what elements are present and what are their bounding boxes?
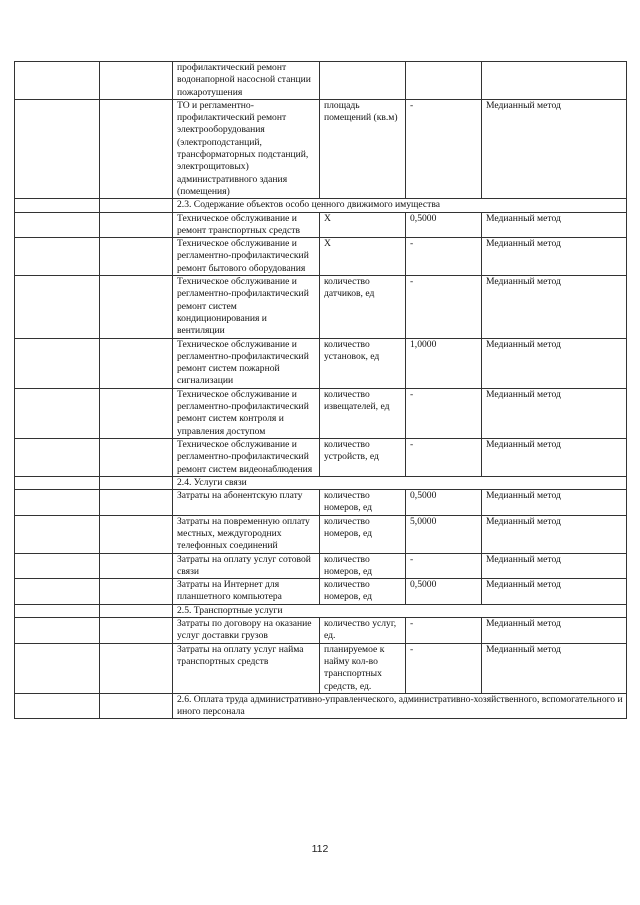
left-column-cell: [100, 476, 173, 489]
table-cell: 5,0000: [406, 515, 482, 553]
table-cell: -: [406, 238, 482, 276]
left-column-cell: [100, 338, 173, 388]
table-cell: количество номеров, ед: [320, 553, 406, 579]
table-cell: -: [406, 276, 482, 338]
left-column-cell: [15, 476, 100, 489]
table-cell: Медианный метод: [482, 238, 627, 276]
table-cell: Медианный метод: [482, 388, 627, 438]
table-cell: количество номеров, ед: [320, 490, 406, 516]
table-cell: Затраты на абонентскую плату: [173, 490, 320, 516]
table-cell: 0,5000: [406, 490, 482, 516]
table-cell: количество услуг, ед.: [320, 618, 406, 644]
table-cell: Техническое обслуживание и ремонт транспортных средств: [173, 212, 320, 238]
table-cell: количество устройств, ед: [320, 438, 406, 476]
table-cell: Медианный метод: [482, 99, 627, 198]
table-cell: количество номеров, ед: [320, 579, 406, 605]
left-column-cell: [15, 618, 100, 644]
table-cell: [320, 62, 406, 100]
table-cell: Затраты на Интернет для планшетного компьютера: [173, 579, 320, 605]
left-column-cell: [100, 199, 173, 212]
table-cell: Медианный метод: [482, 338, 627, 388]
table-cell: -: [406, 643, 482, 693]
table-cell: Медианный метод: [482, 515, 627, 553]
left-column-cell: [100, 515, 173, 553]
page-number: 112: [311, 843, 329, 855]
left-column-cell: [15, 199, 100, 212]
table-cell: планируемое к найму кол-во транспортных средств, ед.: [320, 643, 406, 693]
table-cell: ТО и регламентно-профилактический ремонт электрооборудования (электроподстанций, трансформаторных подстанций, электрощитовых) административного здания (помещения): [173, 99, 320, 198]
table-cell: 0,5000: [406, 212, 482, 238]
left-column-cell: [15, 438, 100, 476]
left-column-cell: [15, 693, 100, 719]
table-cell: Затраты на оплату услуг сотовой связи: [173, 553, 320, 579]
table-cell: -: [406, 618, 482, 644]
table-cell: Техническое обслуживание и регламентно-профилактический ремонт систем кондиционирования и вентиляции: [173, 276, 320, 338]
left-column-cell: [100, 276, 173, 338]
table-cell: Медианный метод: [482, 438, 627, 476]
left-column-cell: [15, 579, 100, 605]
section-heading: 2.3. Содержание объектов особо ценного движимого имущества: [173, 199, 627, 212]
table-cell: Медианный метод: [482, 276, 627, 338]
table-cell: Техническое обслуживание и регламентно-профилактический ремонт бытового оборудования: [173, 238, 320, 276]
left-column-cell: [15, 515, 100, 553]
left-column-cell: [100, 238, 173, 276]
table-cell: Затраты по договору на оказание услуг доставки грузов: [173, 618, 320, 644]
left-column-cell: [15, 338, 100, 388]
table-cell: количество датчиков, ед: [320, 276, 406, 338]
table-cell: количество номеров, ед: [320, 515, 406, 553]
table-cell: 1,0000: [406, 338, 482, 388]
table-cell: Х: [320, 212, 406, 238]
table-cell: Медианный метод: [482, 643, 627, 693]
table-cell: -: [406, 99, 482, 198]
table-cell: 0,5000: [406, 579, 482, 605]
left-column-cell: [100, 99, 173, 198]
left-column-cell: [100, 553, 173, 579]
table-cell: [482, 62, 627, 100]
table-cell: Техническое обслуживание и регламентно-профилактический ремонт систем видеонаблюдения: [173, 438, 320, 476]
table-cell: Затраты на повременную оплату местных, междугородних телефонных соединений: [173, 515, 320, 553]
left-column-cell: [15, 643, 100, 693]
left-column-cell: [15, 388, 100, 438]
cost-norms-table: [14, 61, 627, 719]
document-page: [14, 61, 626, 719]
left-column-cell: [15, 276, 100, 338]
left-column-cell: [100, 604, 173, 617]
table-cell: -: [406, 438, 482, 476]
left-column-cell: [100, 62, 173, 100]
left-column-cell: [15, 212, 100, 238]
table-cell: Техническое обслуживание и регламентно-профилактический ремонт систем контроля и управления доступом: [173, 388, 320, 438]
table-cell: Техническое обслуживание и регламентно-профилактический ремонт систем пожарной сигнализации: [173, 338, 320, 388]
table-cell: Х: [320, 238, 406, 276]
table-cell: Медианный метод: [482, 490, 627, 516]
table-cell: [406, 62, 482, 100]
left-column-cell: [15, 99, 100, 198]
left-column-cell: [100, 438, 173, 476]
table-cell: Медианный метод: [482, 618, 627, 644]
table-cell: профилактический ремонт водонапорной насосной станции пожаротушения: [173, 62, 320, 100]
table-cell: Медианный метод: [482, 579, 627, 605]
section-heading: 2.5. Транспортные услуги: [173, 604, 627, 617]
table-cell: Медианный метод: [482, 553, 627, 579]
table-cell: -: [406, 553, 482, 579]
left-column-cell: [15, 604, 100, 617]
left-column-cell: [100, 212, 173, 238]
table-cell: Медианный метод: [482, 212, 627, 238]
table-cell: количество извещателей, ед: [320, 388, 406, 438]
table-cell: площадь помещений (кв.м): [320, 99, 406, 198]
left-column-cell: [100, 490, 173, 516]
section-heading: 2.4. Услуги связи: [173, 476, 627, 489]
left-column-cell: [100, 618, 173, 644]
left-column-cell: [100, 693, 173, 719]
left-column-cell: [15, 238, 100, 276]
left-column-cell: [15, 62, 100, 100]
table-body: [15, 62, 627, 719]
left-column-cell: [15, 553, 100, 579]
left-column-cell: [15, 490, 100, 516]
left-column-cell: [100, 643, 173, 693]
table-cell: -: [406, 388, 482, 438]
table-cell: количество установок, ед: [320, 338, 406, 388]
left-column-cell: [100, 579, 173, 605]
left-column-cell: [100, 388, 173, 438]
table-cell: Затраты на оплату услуг найма транспортных средств: [173, 643, 320, 693]
section-heading: 2.6. Оплата труда административно-управленческого, административно-хозяйственного, вспомогательного и иного персонала: [173, 693, 627, 719]
